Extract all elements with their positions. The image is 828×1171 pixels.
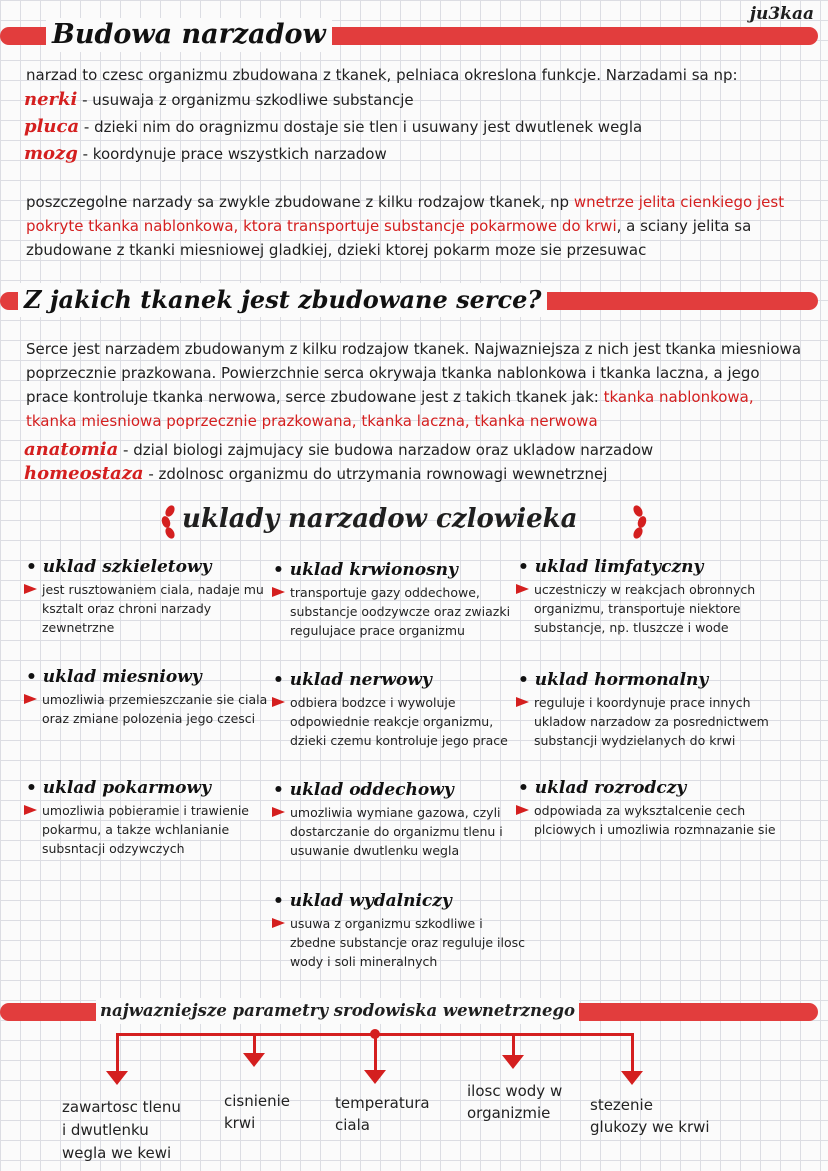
organ-term: nerki (24, 89, 78, 110)
organ-desc: - dzieki nim do oragnizmu dostaje sie tlen i usuwany jest dwutlenek wegla (79, 118, 643, 136)
parameter-label: stezenie glukozy we krwi (590, 1096, 710, 1136)
organ-term: mozg (24, 143, 78, 164)
system-name: • uklad wydalniczy (273, 891, 452, 911)
system-name: • uklad szkieletowy (26, 557, 212, 577)
paragraph-end: , a sciany jelita sa zbudowane z tkanki miesniowej gladkiej, dzieki ktorej pokarm moze sie przesuwac (26, 217, 752, 259)
paragraph-start: Serce jest narzadem zbudowanym z kilku rodzajow tkanek. Najwazniejsza z nich jest tkanka miesniowa poprzecznie prazkowana. Powierzchnie serca okrywaja tkanka nablonkowa i tkanka laczna, a jego prace kontroluje tkanka nerwowa, serce zbudowane jest z takich tkanek jak: (26, 340, 802, 406)
parameter-label: zawartosc tlenu i dwutlenku wegla we kewi (62, 1098, 181, 1162)
system-name: • uklad miesniowy (26, 667, 202, 687)
arrow-down-icon (621, 1071, 643, 1085)
system-description: odpowiada za wyksztalcenie cech plciowych i umozliwia rozmnazanie sie (516, 801, 784, 839)
system-description: reguluje i koordynuje prace innych ukladow narzadow za posrednictwem substancji wydzielanych do krwi (516, 693, 794, 750)
arrow-bullet-icon (516, 697, 529, 707)
connector-stem (631, 1033, 634, 1073)
arrow-bullet-icon (24, 694, 37, 704)
definitions-list (24, 438, 814, 486)
definition-desc: - dzial biologi zajmujacy sie budowa narzadow oraz ukladow narzadow (118, 441, 654, 459)
section-title-serce: Z jakich tkanek jest zbudowane serce? (18, 283, 547, 317)
definition-term: homeostaza (24, 463, 144, 484)
organ-example (24, 115, 814, 139)
organ-example-list (24, 88, 814, 166)
heart-paragraph (26, 337, 806, 433)
system-name: • uklad limfatyczny (518, 557, 704, 577)
organ-term: pluca (24, 116, 80, 137)
system-description: transportuje gazy oddechowe, substancje oodzywcze oraz zwiazki regulujace prace organizmu (272, 583, 515, 640)
arrow-bullet-icon (272, 697, 285, 707)
definition-desc: - zdolnosc organizmu do utrzymania rownowagi wewnetrznej (143, 465, 608, 483)
definition-text: narzad to czesc organizmu zbudowana z tkanek, pelniaca okreslona funkcje. Narzadami sa np: (26, 66, 738, 84)
sprig-left-icon (158, 505, 178, 539)
system-name: • uklad pokarmowy (26, 778, 212, 798)
system-name: • uklad oddechowy (273, 780, 454, 800)
system-description: umozliwia przemieszczanie sie ciala oraz zmiane polozenia jego czesci (24, 690, 272, 728)
sprig-right-icon (630, 505, 650, 539)
connector-stem (253, 1033, 256, 1055)
connector-stem (116, 1033, 119, 1073)
arrow-down-icon (502, 1055, 524, 1069)
connector-stem (374, 1036, 377, 1072)
definition-item (24, 462, 814, 486)
arrow-bullet-icon (272, 807, 285, 817)
system-description: odbiera bodzce i wywoluje odpowiednie reakcje organizmu, dzieki czemu kontroluje jego prace (272, 693, 525, 750)
arrow-bullet-icon (272, 587, 285, 597)
system-description: umozliwia pobieramie i trawienie pokarmu, a takze wchlanianie subsntacji odzywczych (24, 801, 272, 858)
system-name: • uklad hormonalny (518, 670, 709, 690)
definition-term: anatomia (24, 439, 119, 460)
system-name: • uklad rozrodczy (518, 778, 687, 798)
system-description: uczestniczy w reakcjach obronnych organizmu, transportuje niektore substancje, np. tluszcze i wode (516, 580, 784, 637)
parameter-label: temperatura ciala (335, 1094, 430, 1134)
arrow-down-icon (106, 1071, 128, 1085)
system-description: jest rusztowaniem ciala, nadaje mu ksztalt oraz chroni narzady zewnetrzne (24, 580, 272, 637)
arrow-bullet-icon (272, 918, 285, 928)
section-title-parametry: najwazniejsze parametry srodowiska wewnetrznego (96, 998, 579, 1024)
section-title-uklady: uklady narzadow czlowieka (182, 504, 578, 534)
arrow-down-icon (243, 1053, 265, 1067)
arrow-bullet-icon (516, 584, 529, 594)
connector-stem (512, 1033, 515, 1057)
brand-signature: ju3kaa (749, 4, 814, 24)
organ-structure-paragraph (26, 190, 786, 262)
arrow-bullet-icon (24, 584, 37, 594)
organ-desc: - usuwaja z organizmu szkodliwe substancje (77, 91, 414, 109)
system-name: • uklad krwionosny (273, 560, 458, 580)
system-description: umozliwia wymiane gazowa, czyli dostarczanie do organizmu tlenu i usuwanie dwutlenku wegla (272, 803, 525, 860)
system-name: • uklad nerwowy (273, 670, 432, 690)
arrow-bullet-icon (24, 805, 37, 815)
organ-example (24, 88, 814, 112)
paragraph-highlight: wnetrze jelita cienkiego jest pokryte tkanka nablonkowa, ktora transportuje substancje pokarmowe do krwi (26, 193, 785, 235)
section-title-budowa: Budowa narzadow (46, 18, 332, 52)
parameter-label: ilosc wody w organizmie (467, 1082, 563, 1122)
arrow-down-icon (364, 1070, 386, 1084)
paragraph-highlight: tkanka nablonkowa, tkanka miesniowa poprzecznie prazkowana, tkanka laczna, tkanka nerwowa (26, 388, 754, 430)
system-description: usuwa z organizmu szkodliwe i zbedne substancje oraz reguluje ilosc wody i soli mineralnych (272, 914, 525, 971)
paragraph-start: poszczegolne narzady sa zwykle zbudowane z kilku rodzajow tkanek, np (26, 193, 574, 211)
organ-example (24, 142, 814, 166)
arrow-bullet-icon (516, 805, 529, 815)
definition-item (24, 438, 814, 462)
organ-desc: - koordynuje prace wszystkich narzadow (77, 145, 387, 163)
parameter-label: cisnienie krwi (224, 1092, 291, 1132)
